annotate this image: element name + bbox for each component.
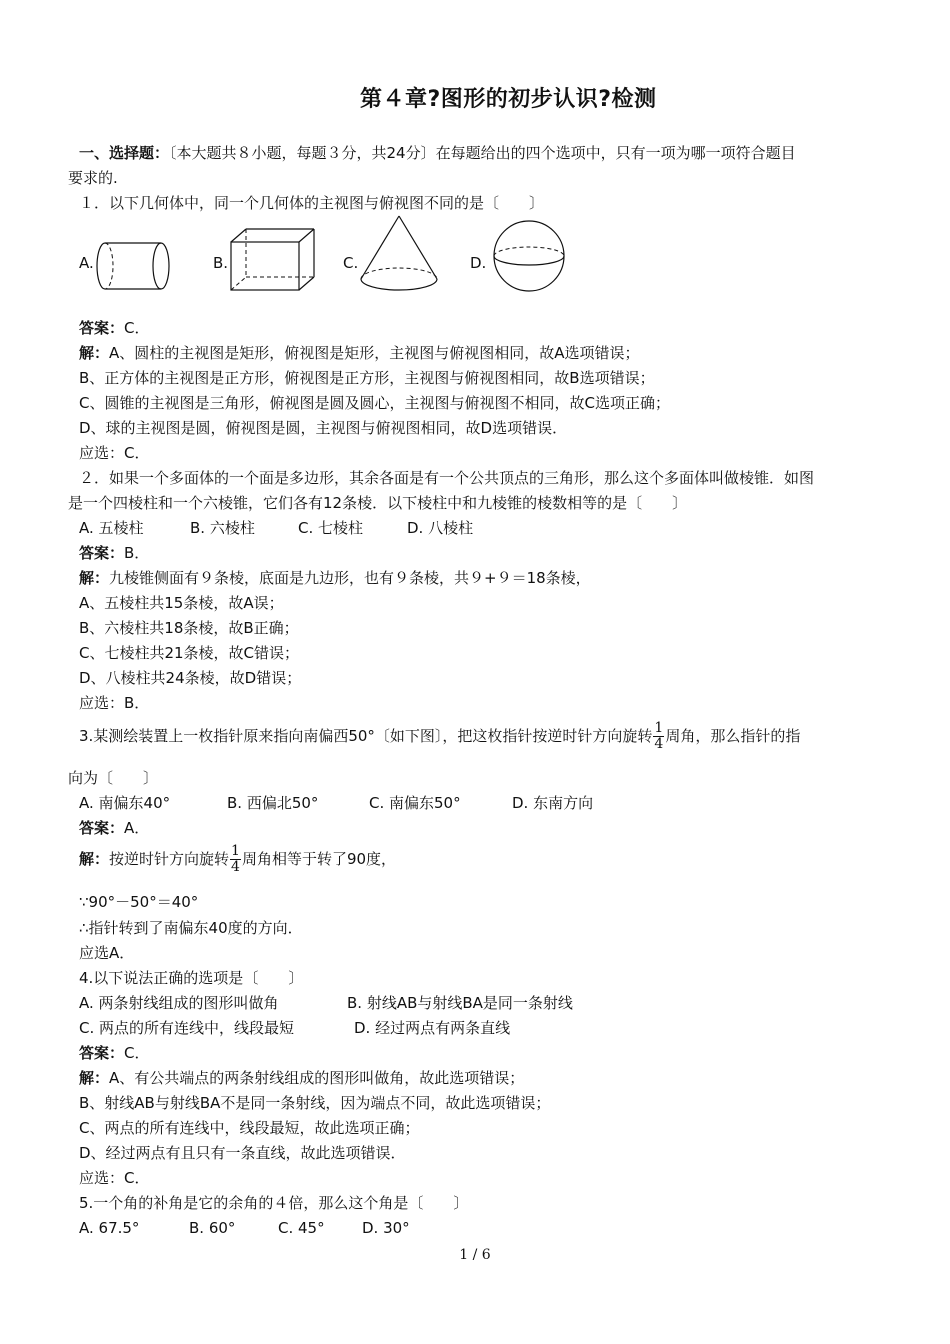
section-label: 一、选择题： — [79, 144, 170, 162]
q3-conclusion: 应选A． — [79, 944, 135, 962]
page-title: 第４章?图形的初步认识?检测 — [360, 87, 657, 112]
q5-option-b: B. 60° — [189, 1219, 236, 1237]
q3-option-c: C. 南偏东50° — [369, 794, 461, 812]
q1-option-c-label: C. — [343, 254, 359, 272]
q1-solution-line: B、正方体的主视图是正方形，俯视图是正方形，主视图与俯视图相同，故B选项错误； — [79, 369, 655, 387]
q2-stem-cont: 是一个四棱柱和一个六棱锥，它们各有12条棱．以下棱柱中和九棱锥的棱数相等的是〔 〕 — [68, 494, 688, 512]
q2-solution-line: C、七棱柱共21条棱，故C错误； — [79, 644, 300, 662]
q4-option-c: C. 两点的所有连线中，线段最短 — [79, 1019, 295, 1037]
q2-option-a: A. 五棱柱 — [79, 519, 144, 537]
q3-option-a: A. 南偏东40° — [79, 794, 171, 812]
q1-option-b-label: B. — [213, 254, 229, 272]
cube-icon — [228, 226, 318, 294]
q1-answer-label: 答案： — [79, 319, 125, 337]
q2-solution-line: A、五棱柱共15条棱，故A误； — [79, 594, 284, 612]
q1-solution-line: D、球的主视图是圆，俯视图是圆，主视图与俯视图相同，故D选项错误． — [79, 419, 568, 437]
q2-solution-label: 解： — [79, 569, 110, 587]
q3-option-d: D. 东南方向 — [512, 794, 594, 812]
q3-stem-cont: 向为〔 〕 — [68, 769, 159, 787]
q1-solution-label: 解： — [79, 344, 110, 362]
q3-solution — [79, 840, 396, 878]
q4-option-a: A. 两条射线组成的图形叫做角 — [79, 994, 279, 1012]
q1-stem: １．以下几何体中，同一个几何体的主视图与俯视图不同的是〔 〕 — [79, 194, 545, 212]
cone-icon — [357, 213, 443, 293]
q2-solution-line: B、六棱柱共18条棱，故B正确； — [79, 619, 299, 637]
q2-answer-label: 答案： — [79, 544, 125, 562]
q3-stem-part2: 周角，那么指针的指 — [665, 727, 801, 745]
q2-conclusion: 应选：B． — [79, 694, 150, 712]
q1-answer-value: C． — [124, 319, 150, 337]
q4-solution-text: A、有公共端点的两条射线组成的图形叫做角，故此选项错误； — [109, 1069, 525, 1087]
q1-conclusion: 应选：C． — [79, 444, 150, 462]
q1-solution-line: C、圆锥的主视图是三角形，俯视图是圆及圆心，主视图与俯视图不相同，故C选项正确； — [79, 394, 670, 412]
q2-option-c: C. 七棱柱 — [298, 519, 364, 537]
cylinder-icon — [95, 238, 175, 294]
q1-solution-line: A、圆柱的主视图是矩形，俯视图是矩形，主视图与俯视图相同，故A选项错误； — [109, 344, 640, 362]
q3-stem-part1: 3.某测绘装置上一枚指针原来指向南偏西50°〔如下图〕，把这枚指针按逆时针方向旋转 — [79, 727, 653, 745]
q3-solution-part1: 按逆时针方向旋转 — [109, 850, 230, 868]
sphere-icon — [491, 218, 569, 294]
fraction-denominator: 4 — [654, 736, 664, 752]
q4-conclusion: 应选：C． — [79, 1169, 150, 1187]
section-instructions: 〔本大题共８小题，每题３分，共24分〕在每题给出的四个选项中，只有一项为哪一项符合题目 — [169, 144, 796, 162]
q3-solution-line: ∴指针转到了南偏东40度的方向． — [79, 919, 303, 937]
q5-stem: 5.一个角的补角是它的余角的４倍，那么这个角是〔 〕 — [79, 1194, 469, 1212]
q1-solution — [79, 343, 640, 363]
q4-solution-line: C、两点的所有连线中，线段最短，故此选项正确； — [79, 1119, 420, 1137]
q4-solution — [79, 1068, 524, 1088]
section-heading — [79, 143, 796, 163]
q2-solution-line: D、八棱柱共24条棱，故D错误； — [79, 669, 302, 687]
q2-solution-text: 九棱锥侧面有９条棱，底面是九边形，也有９条棱，共９+９＝18条棱， — [109, 569, 591, 587]
q4-answer-value: C． — [124, 1044, 150, 1062]
q4-solution-line: B、射线AB与射线BA不是同一条射线，因为端点不同，故此选项错误； — [79, 1094, 551, 1112]
q4-answer — [79, 1043, 150, 1063]
q5-option-a: A. 67.5° — [79, 1219, 140, 1237]
q4-solution-label: 解： — [79, 1069, 110, 1087]
q3-stem — [79, 717, 800, 755]
q3-answer — [79, 818, 149, 838]
fraction-numerator: 1 — [654, 720, 664, 736]
section-instructions-cont: 要求的. — [68, 169, 118, 187]
q2-solution — [79, 568, 591, 588]
q1-option-d-label: D. — [470, 254, 487, 272]
fraction-denominator: 4 — [231, 859, 240, 875]
q1-answer — [79, 318, 150, 338]
one-quarter-fraction — [230, 844, 241, 875]
q2-stem: ２．如果一个多面体的一个面是多边形，其余各面是有一个公共顶点的三角形，那么这个多面体叫做棱锥．如图 — [79, 469, 815, 487]
one-quarter-fraction — [653, 721, 664, 752]
q3-answer-label: 答案： — [79, 819, 125, 837]
q3-solution-line: ∵90°－50°＝40° — [79, 893, 199, 911]
fraction-numerator: 1 — [231, 843, 240, 859]
q2-answer-value: B． — [124, 544, 150, 562]
q3-solution-part2: 周角相等于转了90度， — [241, 850, 397, 868]
q1-option-a-label: A. — [79, 254, 94, 272]
q3-option-b: B. 西偏北50° — [227, 794, 319, 812]
q3-answer-value: A． — [124, 819, 150, 837]
q2-option-b: B. 六棱柱 — [190, 519, 255, 537]
q5-option-d: D. 30° — [362, 1219, 410, 1237]
q4-option-d: D. 经过两点有两条直线 — [354, 1019, 511, 1037]
q2-option-d: D. 八棱柱 — [407, 519, 474, 537]
q4-option-b: B. 射线AB与射线BA是同一条射线 — [347, 994, 573, 1012]
q4-answer-label: 答案： — [79, 1044, 125, 1062]
q2-answer — [79, 543, 149, 563]
page-number: 1 / 6 — [459, 1247, 491, 1263]
q4-stem: 4.以下说法正确的选项是〔 〕 — [79, 969, 304, 987]
q4-solution-line: D、经过两点有且只有一条直线，故此选项错误． — [79, 1144, 406, 1162]
q5-option-c: C. 45° — [278, 1219, 325, 1237]
q3-solution-label: 解： — [79, 850, 110, 868]
